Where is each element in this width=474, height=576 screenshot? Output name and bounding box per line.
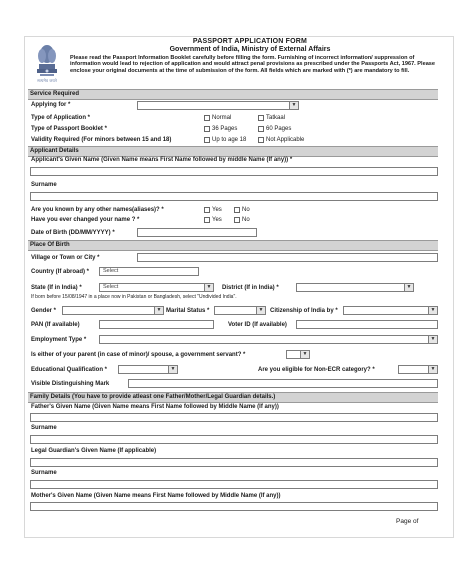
guardian-surname-input[interactable] (30, 480, 438, 489)
chevron-down-icon: ▼ (300, 351, 309, 358)
parent-servant-label: Is either of your parent (in case of minor)/ spouse, a government servant? * (31, 352, 246, 358)
dob-input[interactable] (137, 228, 257, 237)
guardian-input[interactable] (30, 458, 438, 467)
pan-label: PAN (If available) (31, 322, 80, 328)
page-number: Page of (396, 518, 419, 525)
education-select[interactable] (118, 365, 178, 374)
instructions-text: Please read the Passport Information Booklet carefully before filling the form. Furnishing of incorrect information/ suppression of information would lead to rejection of application and would attract penal provisions as prescribed under the Passports Act, 1967. Please enclose your original documents at the time of submission of the form. All fields which are marked with (*) are mandatory to fill. (70, 55, 436, 74)
district-label: District (If in India) * (222, 285, 279, 291)
mother-label: Mother's Given Name (Given Name means First Name followed by Middle Name (If any)) (31, 493, 281, 499)
section-family: Family Details (You have to provide atleast one Father/Mother/Legal Guardian details.) (28, 392, 438, 403)
applying-for-select[interactable] (137, 101, 299, 110)
chevron-down-icon: ▼ (204, 284, 213, 291)
citizenship-select[interactable] (343, 306, 438, 315)
applying-for-label: Applying for * (31, 102, 71, 108)
state-select[interactable]: Select ▼ (99, 283, 214, 292)
state-label: State (If in India) * (31, 285, 82, 291)
aliases-no-option: No (242, 207, 250, 213)
father-input[interactable] (30, 413, 438, 422)
employment-label: Employment Type * (31, 337, 87, 343)
education-label: Educational Qualification * (31, 367, 108, 373)
non-ecr-select[interactable] (398, 365, 438, 374)
village-label: Village or Town or City * (31, 255, 100, 261)
pages60-option: 60 Pages (266, 126, 292, 132)
gender-label: Gender * (31, 308, 57, 314)
section-service: Service Required (28, 89, 438, 100)
pages60-checkbox[interactable] (258, 126, 264, 132)
changed-yes-option: Yes (212, 217, 222, 223)
visible-mark-label: Visible Distinguishing Mark (31, 381, 110, 387)
non-ecr-label: Are you eligible for Non-ECR category? * (258, 367, 375, 373)
given-name-input[interactable] (30, 167, 438, 176)
section-applicant: Applicant Details (28, 146, 438, 157)
chevron-down-icon: ▼ (428, 336, 437, 343)
svg-text:सत्यमेव जयते: सत्यमेव जयते (37, 78, 57, 83)
national-emblem-icon (32, 42, 62, 86)
type-booklet-label: Type of Passport Booklet * (31, 126, 107, 132)
marital-label: Marital Status * (166, 308, 210, 314)
country-label: Country (If abroad) * (31, 269, 89, 275)
aliases-label: Are you known by any other names(aliases)? * (31, 207, 164, 213)
form-subtitle: Government of India, Ministry of External Affairs (169, 46, 331, 53)
not-applicable-option: Not Applicable (266, 137, 305, 143)
father-label: Father's Given Name (Given Name means First Name followed by Middle Name (If any)) (31, 404, 279, 410)
citizenship-label: Citizenship of India by * (270, 308, 338, 314)
district-select[interactable] (296, 283, 414, 292)
upto18-checkbox[interactable] (204, 137, 210, 143)
pages36-checkbox[interactable] (204, 126, 210, 132)
surname-input[interactable] (30, 192, 438, 201)
upto18-option: Up to age 18 (212, 137, 247, 143)
chevron-down-icon: ▼ (428, 366, 437, 373)
pages36-option: 36 Pages (212, 126, 238, 132)
visible-mark-input[interactable] (128, 379, 438, 388)
surname-label: Surname (31, 182, 57, 188)
village-input[interactable] (137, 253, 438, 262)
father-surname-input[interactable] (30, 435, 438, 444)
tatkaal-checkbox[interactable] (258, 115, 264, 121)
normal-option: Normal (212, 115, 232, 121)
section-birth: Place Of Birth (28, 240, 438, 251)
voter-input[interactable] (296, 320, 438, 329)
form-title: PASSPORT APPLICATION FORM (192, 38, 308, 45)
father-surname-label: Surname (31, 425, 57, 431)
aliases-yes-checkbox[interactable] (204, 207, 210, 213)
not-applicable-checkbox[interactable] (258, 137, 264, 143)
chevron-down-icon: ▼ (256, 307, 265, 314)
changed-yes-checkbox[interactable] (204, 217, 210, 223)
type-application-label: Type of Application * (31, 115, 91, 121)
changed-name-label: Have you ever changed your name ? * (31, 217, 140, 223)
birth-note: If born before 15/08/1947 in a place now in Pakistan or Bangladesh, select "Undivided India". (31, 294, 237, 300)
aliases-yes-option: Yes (212, 207, 222, 213)
changed-no-checkbox[interactable] (234, 217, 240, 223)
voter-label: Voter ID (If available) (228, 322, 287, 328)
pan-input[interactable] (99, 320, 214, 329)
validity-label: Validity Required (For minors between 15 and 18) (31, 137, 172, 143)
employment-select[interactable] (99, 335, 438, 344)
normal-checkbox[interactable] (204, 115, 210, 121)
guardian-surname-label: Surname (31, 470, 57, 476)
given-name-label: Applicant's Given Name (Given Name means First Name followed by middle Name (If any)) * (31, 157, 293, 163)
gender-select[interactable] (62, 306, 164, 315)
chevron-down-icon: ▼ (428, 307, 437, 314)
parent-servant-select[interactable] (286, 350, 310, 359)
chevron-down-icon: ▼ (404, 284, 413, 291)
dob-label: Date of Birth (DD/MM/YYYY) * (31, 230, 115, 236)
chevron-down-icon: ▼ (289, 102, 298, 109)
changed-no-option: No (242, 217, 250, 223)
country-select[interactable]: Select (99, 267, 199, 276)
mother-input[interactable] (30, 502, 438, 511)
marital-select[interactable] (214, 306, 266, 315)
aliases-no-checkbox[interactable] (234, 207, 240, 213)
tatkaal-option: Tatkaal (266, 115, 286, 121)
chevron-down-icon: ▼ (154, 307, 163, 314)
guardian-label: Legal Guardian's Given Name (If applicable) (31, 448, 157, 454)
chevron-down-icon: ▼ (168, 366, 177, 373)
